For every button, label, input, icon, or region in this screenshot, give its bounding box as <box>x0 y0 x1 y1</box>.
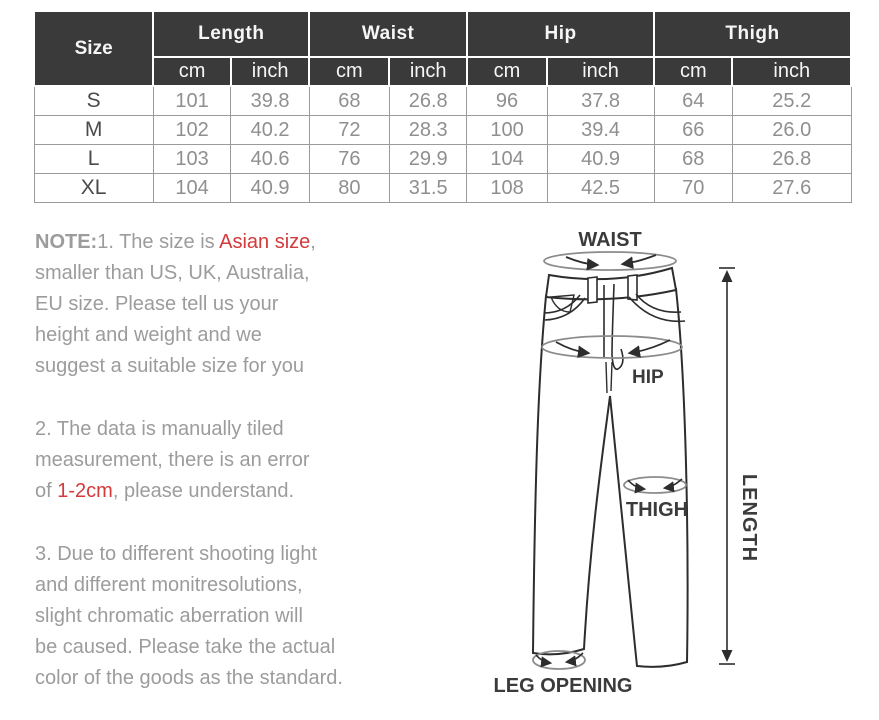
note-text: smaller than US, UK, Australia, <box>35 262 310 284</box>
measurement-cell: 104 <box>467 145 547 174</box>
note-line <box>35 632 435 663</box>
length-bottom-arrowhead <box>722 650 733 662</box>
unit-header: cm <box>654 57 732 86</box>
note-line <box>35 289 435 320</box>
leg-opening-label: LEG OPENING <box>493 675 633 697</box>
notes <box>35 227 435 720</box>
note-line <box>35 601 435 632</box>
pants-waistband <box>546 268 676 299</box>
note-line <box>35 414 435 445</box>
size-cell: S <box>34 86 153 116</box>
table-row <box>34 116 851 145</box>
measurement-cell: 39.4 <box>547 116 654 145</box>
measurement-cell: 42.5 <box>547 174 654 203</box>
note-text: 1. The size is <box>97 231 220 253</box>
measurement-cell: 80 <box>309 174 389 203</box>
column-header-thigh: Thigh <box>654 11 851 57</box>
pants-measurement-diagram <box>440 225 879 720</box>
note-line <box>35 351 435 382</box>
note-text: color of the goods as the standard. <box>35 667 343 689</box>
note-line <box>35 227 435 258</box>
column-header-hip: Hip <box>467 11 654 57</box>
measurement-cell: 66 <box>654 116 732 145</box>
measurement-cell: 37.8 <box>547 86 654 116</box>
note-text: , <box>310 231 316 253</box>
unit-header: inch <box>547 57 654 86</box>
measurement-cell: 103 <box>153 145 231 174</box>
measurement-cell: 39.8 <box>231 86 309 116</box>
highlighted-text: 1-2cm <box>57 480 113 502</box>
measurement-cell: 101 <box>153 86 231 116</box>
measurement-cell: 40.6 <box>231 145 309 174</box>
note-text: 2. The data is manually tiled <box>35 418 284 440</box>
measurement-cell: 96 <box>467 86 547 116</box>
unit-header: inch <box>231 57 309 86</box>
note-text: of <box>35 480 58 502</box>
size-table <box>33 10 852 203</box>
note-line <box>35 570 435 601</box>
length-label: LENGTH <box>738 473 760 563</box>
measurement-cell: 26.0 <box>732 116 851 145</box>
measurement-cell: 70 <box>654 174 732 203</box>
note-text: NOTE: <box>35 231 98 253</box>
hip-label: HIP <box>632 367 664 388</box>
measurement-cell: 29.9 <box>389 145 467 174</box>
note-line <box>35 320 435 351</box>
length-top-arrowhead <box>722 270 733 282</box>
measurement-cell: 76 <box>309 145 389 174</box>
measurement-cell: 40.2 <box>231 116 309 145</box>
table-row <box>34 145 851 174</box>
unit-header: inch <box>389 57 467 86</box>
highlighted-text: Asian size <box>219 231 311 253</box>
size-cell: L <box>34 145 153 174</box>
measurement-cell: 40.9 <box>547 145 654 174</box>
note-text: , please understand. <box>112 480 295 502</box>
note-text: be caused. Please take the actual <box>35 636 336 658</box>
unit-header: cm <box>153 57 231 86</box>
measurement-cell: 40.9 <box>231 174 309 203</box>
measurement-cell: 27.6 <box>732 174 851 203</box>
unit-header: cm <box>467 57 547 86</box>
measurement-cell: 64 <box>654 86 732 116</box>
waist-ellipse <box>544 252 676 270</box>
column-header-waist: Waist <box>309 11 467 57</box>
size-cell: XL <box>34 174 153 203</box>
note-paragraph-2 <box>35 414 435 507</box>
note-text: height and weight and we <box>35 324 262 346</box>
measurement-cell: 28.3 <box>389 116 467 145</box>
note-text: measurement, there is an error <box>35 449 310 471</box>
size-cell: M <box>34 116 153 145</box>
measurement-cell: 108 <box>467 174 547 203</box>
measurement-cell: 26.8 <box>389 86 467 116</box>
measurement-cell: 25.2 <box>732 86 851 116</box>
measurement-cell: 102 <box>153 116 231 145</box>
waist-label: WAIST <box>578 229 642 251</box>
waist-arrow-left <box>566 257 597 265</box>
table-unit-header-row <box>34 57 851 86</box>
note-text: and different monitresolutions, <box>35 574 303 596</box>
leg-opening-arrow-right <box>567 653 583 662</box>
size-table-body <box>34 86 851 203</box>
note-text: 3. Due to different shooting light <box>35 543 318 565</box>
note-line <box>35 476 435 507</box>
table-group-header-row <box>34 11 851 57</box>
note-text: suggest a suitable size for you <box>35 355 305 377</box>
table-row <box>34 86 851 116</box>
note-text: slight chromatic aberration will <box>35 605 303 627</box>
measurement-cell: 72 <box>309 116 389 145</box>
measurement-cell: 100 <box>467 116 547 145</box>
column-header-length: Length <box>153 11 309 57</box>
measurement-cell: 104 <box>153 174 231 203</box>
thigh-label: THIGH <box>625 499 689 521</box>
measurement-cell: 68 <box>654 145 732 174</box>
note-line <box>35 539 435 570</box>
measurement-cell: 68 <box>309 86 389 116</box>
note-line <box>35 258 435 289</box>
unit-header: inch <box>732 57 851 86</box>
table-row <box>34 174 851 203</box>
note-text: EU size. Please tell us your <box>35 293 279 315</box>
note-line <box>35 663 435 694</box>
measurement-cell: 26.8 <box>732 145 851 174</box>
leg-opening-arrow-left <box>536 655 550 663</box>
belt-loop-left <box>588 277 597 303</box>
unit-header: cm <box>309 57 389 86</box>
note-paragraph-3 <box>35 539 435 694</box>
waist-arrow-right <box>623 255 656 264</box>
belt-loop-right <box>628 275 637 300</box>
size-column-header: Size <box>34 11 153 86</box>
note-line <box>35 445 435 476</box>
note-paragraph-1 <box>35 227 435 382</box>
measurement-cell: 31.5 <box>389 174 467 203</box>
